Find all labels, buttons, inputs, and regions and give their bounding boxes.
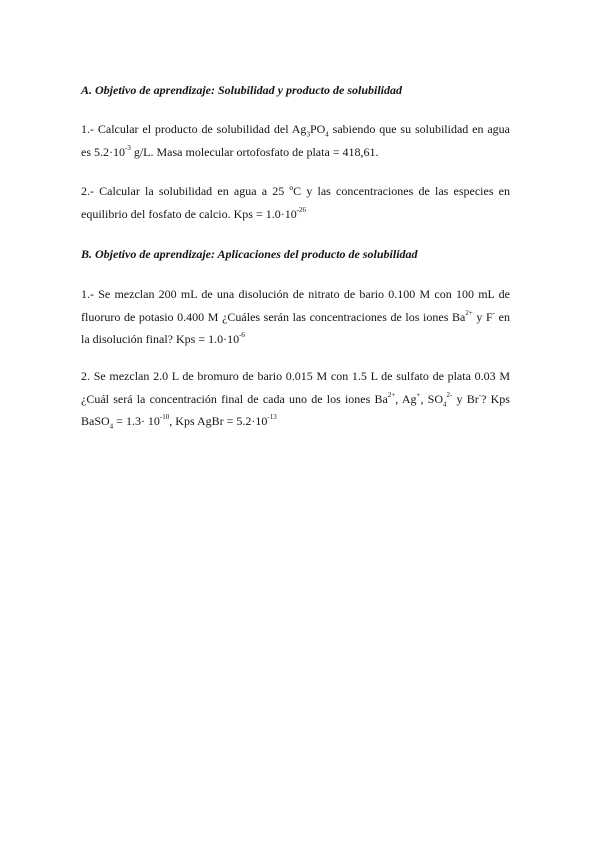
- q-b2-sup-2: +: [416, 390, 421, 399]
- q-a1-text-2: PO: [309, 122, 326, 136]
- q-b1-sup-2: -: [492, 308, 496, 317]
- question-b2: [81, 365, 510, 433]
- section-a-heading: A. Objetivo de aprendizaje: Solubilidad y producto de solubilidad: [81, 83, 402, 97]
- question-b2-line-2: [81, 388, 510, 411]
- question-a1: [81, 118, 510, 163]
- q-a1-text-3: sabiendo que su solubilidad en agua: [328, 122, 511, 136]
- q-b2-text-4: y Br: [452, 391, 479, 406]
- question-b2-line-1: 2. Se mezclan 2.0 L de bromuro de bario 0.015 M con 1.5 L de sulfato de plata 0.03 M: [81, 369, 510, 383]
- q-b2-text-7: = 1.3· 10: [113, 414, 160, 428]
- question-a1-line-1: [81, 118, 510, 141]
- q-b2-sup-3: 2-: [446, 390, 453, 399]
- question-b1-line-3: [81, 328, 510, 351]
- q-a1-text-5: g/L. Masa molecular ortofosfato de plata = 418,61.: [130, 144, 379, 159]
- q-b2-text-5: ? Kps: [481, 391, 510, 406]
- q-a2-text-1: equilibrio del fosfato de calcio. Kps = 1.0·10: [81, 206, 297, 221]
- q-b2-sup-4: -: [478, 390, 482, 399]
- section-b-heading: B. Objetivo de aprendizaje: Aplicaciones del producto de solubilidad: [81, 247, 418, 261]
- q-b2-sup-6: -13: [267, 413, 277, 421]
- q-b2-text-1: ¿Cuál será la concentración final de cada uno de los iones Ba: [81, 391, 388, 406]
- q-b1-text-3: en: [495, 309, 510, 324]
- q-b2-sub-1: 4: [443, 399, 447, 408]
- q-a1-sub-1: 3: [306, 130, 310, 139]
- q-b1-text-1: fluoruro de potasio 0.400 M ¿Cuáles serán las concentraciones de los iones Ba: [81, 309, 466, 324]
- q-b2-sub-2: 4: [109, 422, 114, 431]
- q-b1-sup-1: 2+: [465, 308, 473, 317]
- q-a1-text-1: 1.- Calcular el producto de solubilidad del Ag: [81, 122, 307, 136]
- question-a1-line-2: [81, 141, 510, 164]
- q-b2-text-6: BaSO: [81, 414, 110, 428]
- question-b1: [81, 283, 510, 351]
- q-a1-sub-2: 4: [325, 130, 329, 139]
- q-b2-sup-5: -10: [159, 413, 170, 421]
- q-b1-text-2: y F: [472, 309, 493, 324]
- q-b2-text-2: , Ag: [395, 391, 417, 406]
- q-b2-sup-1: 2+: [387, 390, 396, 399]
- q-b1-sup-3: -6: [239, 331, 245, 339]
- q-b2-text-8: , Kps AgBr = 5.2·10: [169, 414, 268, 428]
- q-b1-text-4: la disolución final? Kps = 1.0·10: [81, 332, 240, 346]
- question-b2-line-3: [81, 410, 510, 433]
- q-b2-text-3: , SO: [420, 391, 443, 406]
- question-a2-line-2: [81, 203, 510, 226]
- question-a2-line-1: 2.- Calcular la solubilidad en agua a 25 ºC y las concentraciones de las especies en: [81, 184, 510, 198]
- q-a1-sup-1: -3: [125, 143, 131, 152]
- q-a1-text-4: es 5.2·10: [81, 144, 125, 159]
- question-a2: [81, 180, 510, 225]
- question-b1-line-1: 1.- Se mezclan 200 mL de una disolución de nitrato de bario 0.100 M con 100 mL de: [81, 287, 510, 301]
- question-b1-line-2: [81, 306, 510, 329]
- q-a2-sup-1: -26: [296, 205, 307, 214]
